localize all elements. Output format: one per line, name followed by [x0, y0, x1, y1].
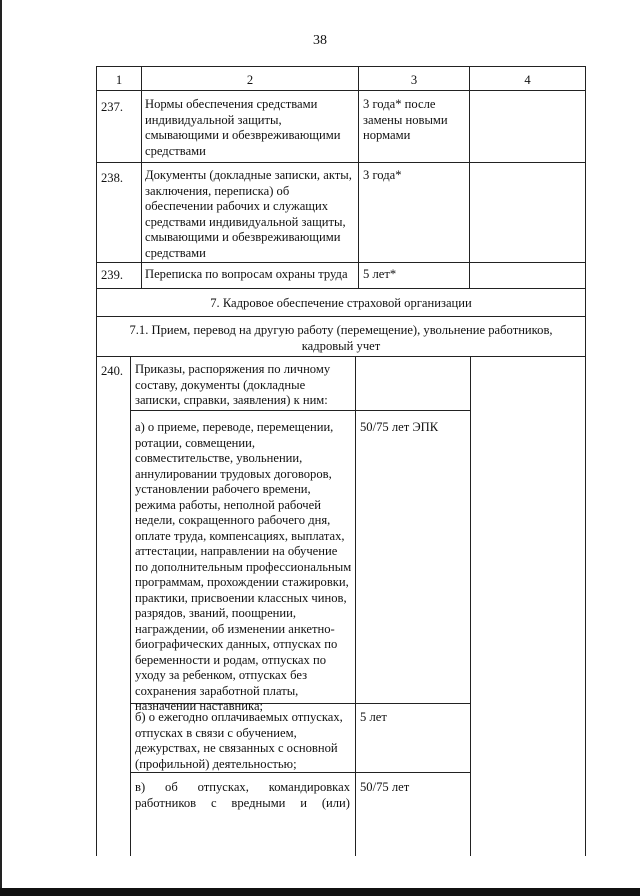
row-number: 239.	[101, 268, 124, 282]
page-number: 38	[313, 33, 327, 48]
retention-period: 5 лет*	[363, 267, 397, 281]
row-description: Приказы, распоряжения по личному составу, документы (докладные записки, справки, заявления) к ним:	[135, 362, 331, 407]
retention-period: 3 года* после замены новыми нормами	[363, 97, 448, 142]
row-description: Переписка по вопросам охраны труда	[145, 267, 348, 281]
scan-edge-left	[0, 0, 2, 896]
item-c-text: в) об отпусках, командировках работников с вредными и (или)	[135, 780, 350, 810]
row-number: 237.	[101, 100, 124, 114]
item-b-text: б) о ежегодно оплачиваемых отпусках, отпусках в связи с обучением, дежурствах, не связанных с основной (профильной) деятельностью;	[135, 710, 343, 771]
section-heading: 7. Кадровое обеспечение страховой организации	[210, 296, 472, 310]
row-description: Документы (докладные записки, акты, заключения, переписка) об обеспечении рабочих и служащих средствами индивидуальной защиты, смывающими и обезвреживающими средствами	[145, 168, 352, 260]
scan-edge-bottom	[0, 888, 640, 896]
item-b-period: 5 лет	[360, 710, 387, 724]
retention-period: 3 года*	[363, 168, 402, 182]
subsection-heading-line-1: 7.1. Прием, перевод на другую работу (перемещение), увольнение работников,	[129, 323, 553, 337]
row-number: 238.	[101, 171, 124, 185]
header-col-3: 3	[410, 73, 418, 87]
header-col-2: 2	[246, 73, 254, 87]
item-c-period: 50/75 лет	[360, 780, 410, 794]
row-description: Нормы обеспечения средствами индивидуальной защиты, смывающими и обезвреживающими средствами	[145, 97, 341, 158]
item-a-period: 50/75 лет ЭПК	[360, 420, 439, 434]
header-col-4: 4	[524, 73, 531, 87]
header-col-1: 1	[115, 73, 123, 87]
row-number: 240.	[101, 364, 124, 378]
item-a-text: а) о приеме, переводе, перемещении, ротации, совмещении, совместительстве, увольнении, аннулировании трудовых договоров, установлении рабочего времени, режима работы, неполной рабочей недели, сокращенного рабочего дня, оплате труда, компенсациях, выплатах, аттестации, направлении на обучение по дополнительным профессиональным программам, прохождении стажировки, практики, присвоении классных чинов, разрядов, званий, поощрении, награждении, об изменении анкетно-биографических данных, отпусках по беременности и родам, отпусках по уходу за ребенком, отпусках без сохранения заработной платы, назначении наставника;	[135, 420, 352, 713]
subsection-heading-line-2: кадровый учет	[301, 339, 381, 353]
